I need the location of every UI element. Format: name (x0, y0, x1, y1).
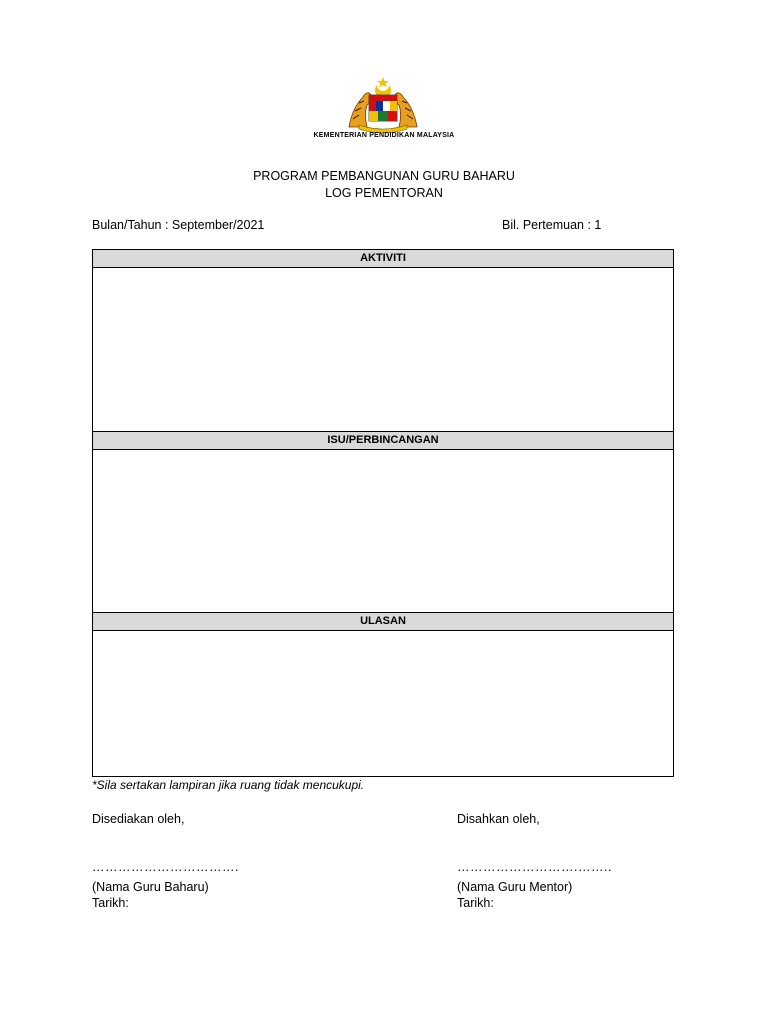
section-aktiviti (92, 249, 674, 432)
meeting-number-field: Bil. Pertemuan : 1 (502, 218, 602, 232)
prepared-signature-line: ……………………………. (92, 860, 239, 874)
month-year-field: Bulan/Tahun : September/2021 (92, 218, 265, 232)
prepared-date: Tarikh: (92, 896, 129, 910)
approved-by-label: Disahkan oleh, (457, 812, 540, 826)
page-subtitle: LOG PEMENTORAN (325, 186, 443, 200)
section-isu-header: ISU/PERBINCANGAN (93, 432, 673, 450)
prepared-name: (Nama Guru Baharu) (92, 880, 209, 894)
malaysia-coat-of-arms-icon (343, 75, 423, 133)
approved-date: Tarikh: (457, 896, 494, 910)
prepared-by-label: Disediakan oleh, (92, 812, 185, 826)
attachment-note: *Sila sertakan lampiran jika ruang tidak mencukupi. (92, 778, 365, 792)
section-ulasan (92, 612, 674, 777)
page-title: PROGRAM PEMBANGUNAN GURU BAHARU (253, 169, 515, 183)
section-isu-perbincangan (92, 431, 674, 614)
approved-signature-line: ……………………….…….. (457, 860, 612, 874)
approved-name: (Nama Guru Mentor) (457, 880, 573, 894)
section-aktiviti-header: AKTIVITI (93, 250, 673, 268)
section-ulasan-header: ULASAN (93, 613, 673, 631)
ministry-name: KEMENTERIAN PENDIDIKAN MALAYSIA (313, 132, 455, 139)
